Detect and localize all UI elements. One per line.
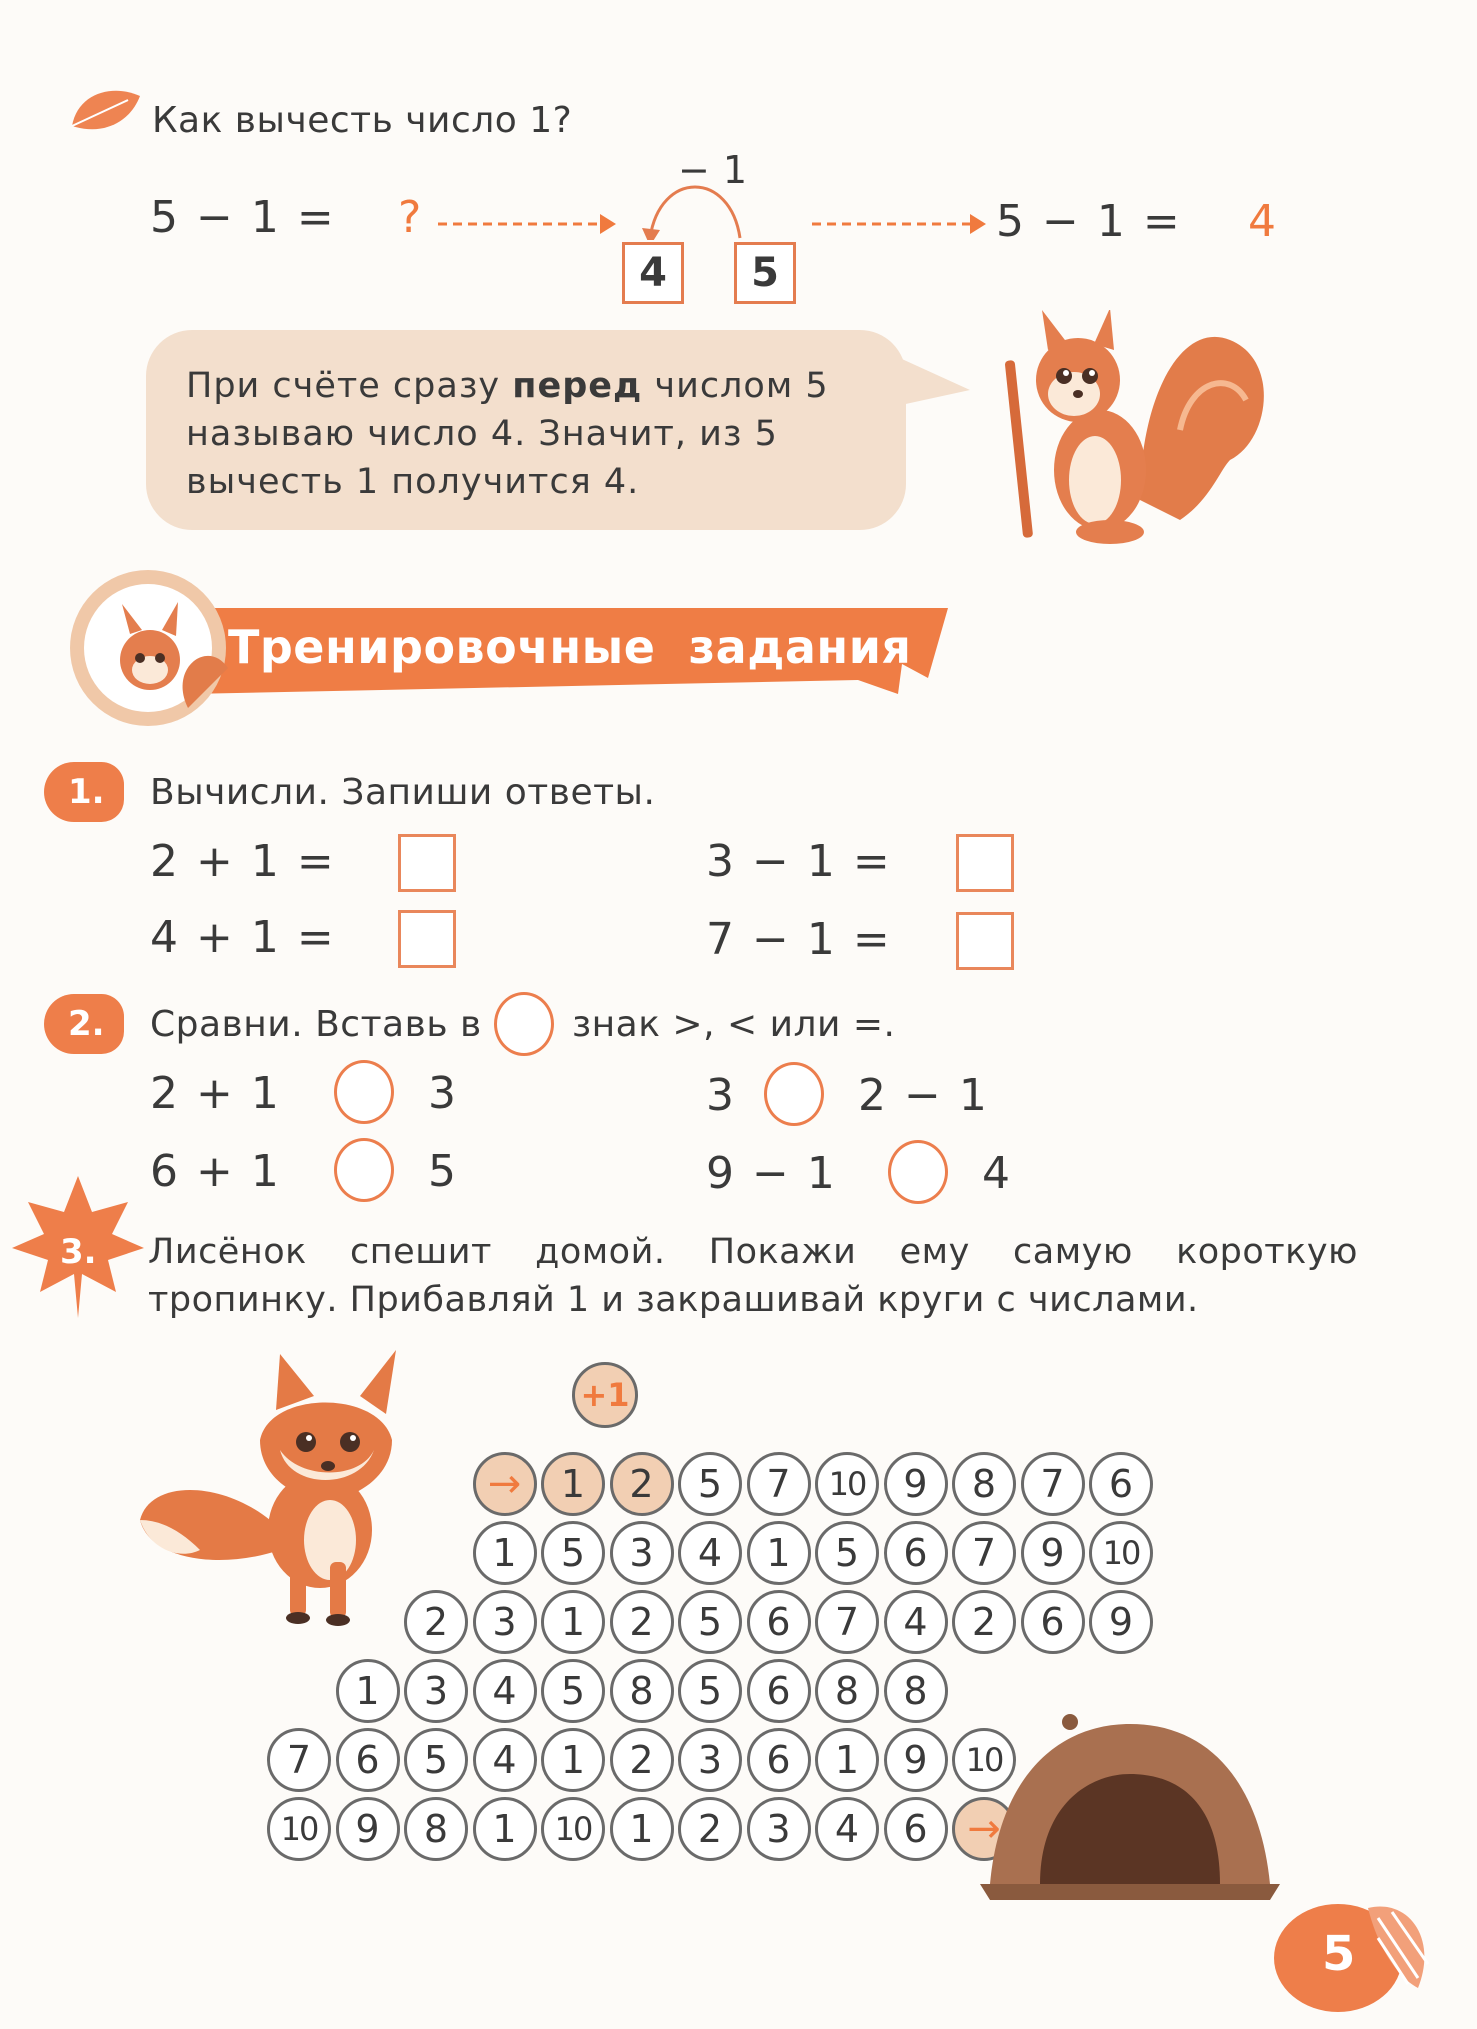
number-circle[interactable]: 4 [884, 1590, 948, 1654]
task1-row2-right: 7 − 1 = [706, 914, 892, 965]
number-circle[interactable]: 8 [884, 1659, 948, 1723]
number-circle[interactable]: 5 [678, 1452, 742, 1516]
speech-text: При счёте сразу перед числом 5 называю число 4. Значит, из 5 вычесть 1 получится 4. [186, 366, 829, 502]
number-circle[interactable]: 10 [815, 1452, 879, 1516]
number-circle[interactable]: 6 [747, 1590, 811, 1654]
task2-row1-r2: 2 − 1 [858, 1070, 989, 1121]
task3-number: 3. [60, 1232, 97, 1272]
task2-text-b: знак >, < или =. [572, 1004, 896, 1045]
burrow-illustration [980, 1714, 1280, 1904]
number-circle[interactable]: 6 [747, 1728, 811, 1792]
answer-box[interactable] [956, 834, 1014, 892]
number-circle[interactable]: 2 [610, 1452, 674, 1516]
number-circle[interactable]: 7 [747, 1452, 811, 1516]
number-circle[interactable]: 1 [747, 1521, 811, 1585]
answer-box[interactable] [398, 834, 456, 892]
number-circle[interactable]: 1 [473, 1797, 537, 1861]
task1-badge: 1. [44, 762, 124, 822]
task2-text-a: Сравни. Вставь в [150, 1004, 482, 1045]
task2-row2-l1: 6 + 1 [150, 1146, 281, 1197]
number-circle[interactable]: 9 [1021, 1521, 1085, 1585]
task2-row1-l1: 2 + 1 [150, 1068, 281, 1119]
compare-oval[interactable] [334, 1060, 394, 1124]
number-circle[interactable]: 1 [473, 1521, 537, 1585]
number-circle[interactable]: 3 [747, 1797, 811, 1861]
sample-oval [494, 992, 554, 1056]
leaf-icon [68, 82, 144, 140]
number-box-a: 4 [622, 242, 684, 304]
number-circle[interactable]: 5 [541, 1659, 605, 1723]
number-circle[interactable]: 3 [473, 1590, 537, 1654]
number-circle[interactable]: 3 [678, 1728, 742, 1792]
number-circle[interactable]: 1 [336, 1659, 400, 1723]
fox-illustration [130, 1350, 430, 1630]
section-title: Тренировочные задания [228, 620, 912, 674]
plus-one-hint: +1 [572, 1362, 638, 1428]
number-circle[interactable]: 1 [541, 1728, 605, 1792]
number-circle[interactable]: 4 [473, 1659, 537, 1723]
number-circle[interactable]: 3 [404, 1659, 468, 1723]
path-arrow: → [473, 1452, 537, 1516]
compare-oval[interactable] [888, 1140, 948, 1204]
number-circle[interactable]: 9 [884, 1728, 948, 1792]
task1-text: Вычисли. Запиши ответы. [150, 772, 656, 813]
number-circle[interactable]: 4 [678, 1521, 742, 1585]
number-circle[interactable]: 1 [610, 1797, 674, 1861]
number-circle[interactable]: 10 [1089, 1521, 1153, 1585]
number-circle[interactable]: 1 [815, 1728, 879, 1792]
task2-row2-r2: 4 [982, 1148, 1012, 1199]
task1-row2-left: 4 + 1 = [150, 912, 336, 963]
compare-oval[interactable] [334, 1138, 394, 1202]
number-circle[interactable]: 4 [815, 1797, 879, 1861]
number-circle[interactable]: 5 [541, 1521, 605, 1585]
task1-row1-right: 3 − 1 = [706, 836, 892, 887]
number-circle[interactable]: 8 [815, 1659, 879, 1723]
task3-line2: тропинку. Прибавляй 1 и закрашивай круги с числами. [148, 1280, 1199, 1320]
number-circle[interactable]: 6 [884, 1797, 948, 1861]
number-circle[interactable]: 8 [952, 1452, 1016, 1516]
number-circle[interactable]: 5 [678, 1659, 742, 1723]
number-circle[interactable]: 2 [952, 1590, 1016, 1654]
squirrel-illustration [990, 310, 1280, 550]
number-circle[interactable]: 7 [815, 1590, 879, 1654]
page-number: 5 [1322, 1926, 1356, 1982]
intro-equation-right: 5 − 1 = [996, 196, 1182, 247]
number-circle[interactable]: 5 [404, 1728, 468, 1792]
arc-label: − 1 [678, 148, 748, 192]
number-circle[interactable]: 2 [404, 1590, 468, 1654]
intro-equation-left: 5 − 1 = [150, 192, 336, 243]
number-circle[interactable]: 2 [678, 1797, 742, 1861]
intro-answer: 4 [1248, 196, 1278, 247]
number-circle[interactable]: 7 [267, 1728, 331, 1792]
number-circle[interactable]: 5 [678, 1590, 742, 1654]
number-circle[interactable]: 4 [473, 1728, 537, 1792]
number-circle[interactable]: 8 [404, 1797, 468, 1861]
number-circle[interactable]: 9 [336, 1797, 400, 1861]
number-box-b: 5 [734, 242, 796, 304]
number-circle[interactable]: 2 [610, 1728, 674, 1792]
answer-box[interactable] [398, 910, 456, 968]
number-circle[interactable]: 8 [610, 1659, 674, 1723]
number-circle[interactable]: 6 [1021, 1590, 1085, 1654]
number-circle[interactable]: 3 [610, 1521, 674, 1585]
number-circle[interactable]: 6 [336, 1728, 400, 1792]
number-circle[interactable]: 10 [541, 1797, 605, 1861]
number-circle[interactable]: 10 [952, 1728, 1016, 1792]
task2-row1-r1: 3 [706, 1070, 736, 1121]
task2-badge: 2. [44, 994, 124, 1054]
task2-row2-r1: 9 − 1 [706, 1148, 837, 1199]
number-circle[interactable]: 9 [1089, 1590, 1153, 1654]
task2-row2-l2: 5 [428, 1146, 458, 1197]
number-circle[interactable]: 7 [1021, 1452, 1085, 1516]
number-circle[interactable]: 2 [610, 1590, 674, 1654]
number-circle[interactable]: 9 [884, 1452, 948, 1516]
number-circle[interactable]: 5 [815, 1521, 879, 1585]
number-circle[interactable]: 6 [1089, 1452, 1153, 1516]
number-circle[interactable]: 7 [952, 1521, 1016, 1585]
task2-row1-l2: 3 [428, 1068, 458, 1119]
intro-question: Как вычесть число 1? [152, 100, 573, 141]
compare-oval[interactable] [764, 1062, 824, 1126]
number-circle[interactable]: 1 [541, 1452, 605, 1516]
number-circle[interactable]: 10 [267, 1797, 331, 1861]
number-circle[interactable]: 6 [747, 1659, 811, 1723]
number-circle[interactable]: 6 [884, 1521, 948, 1585]
task1-row1-left: 2 + 1 = [150, 836, 336, 887]
intro-question-mark: ? [398, 192, 424, 243]
task3-line1: Лисёнок спешит домой. Покажи ему самую короткую [148, 1232, 1358, 1272]
path-arrow: → [952, 1797, 1016, 1861]
answer-box[interactable] [956, 912, 1014, 970]
number-circle[interactable]: 1 [541, 1590, 605, 1654]
